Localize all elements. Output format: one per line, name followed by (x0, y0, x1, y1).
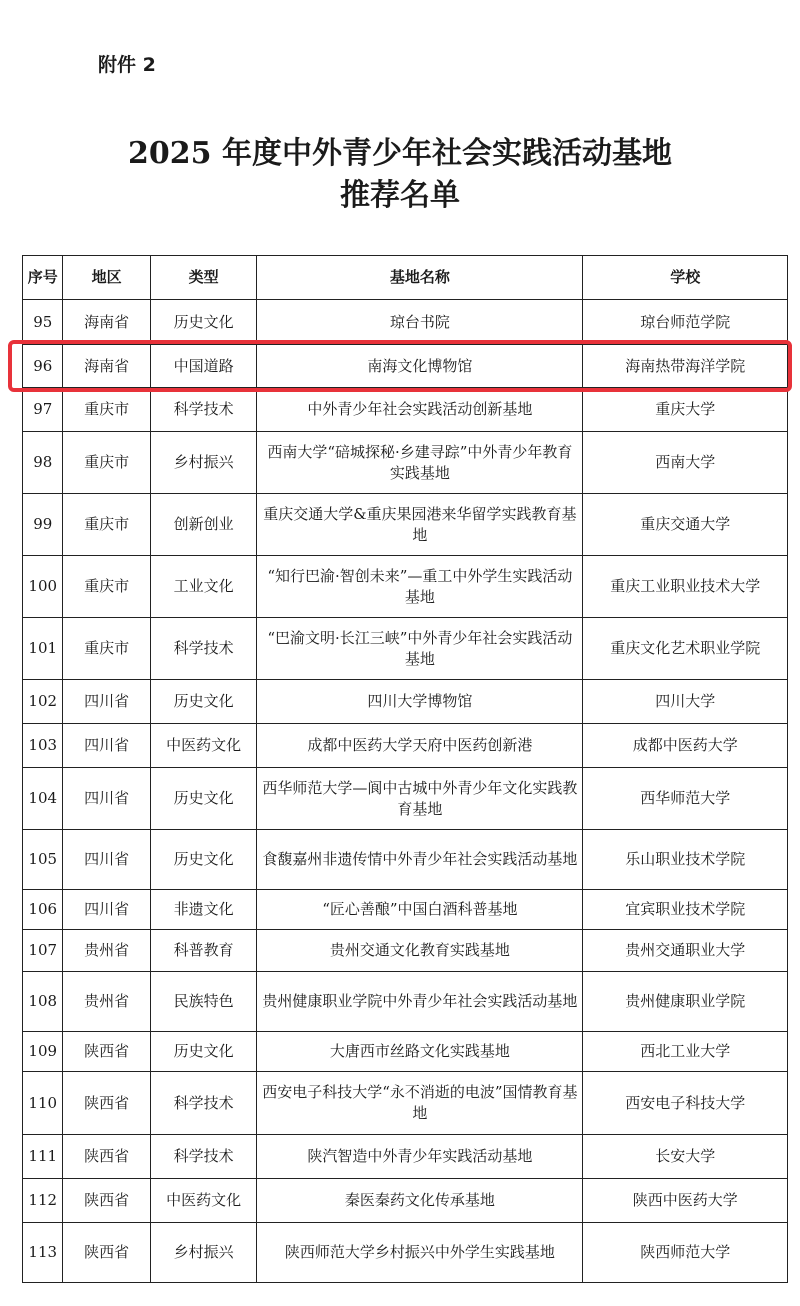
cell-school: 海南热带海洋学院 (583, 345, 788, 388)
cell-type: 民族特色 (150, 972, 257, 1032)
cell-school: 宜宾职业技术学院 (583, 890, 788, 930)
cell-no: 99 (23, 494, 63, 556)
table-row (23, 830, 788, 890)
cell-region: 贵州省 (63, 972, 150, 1032)
cell-region: 重庆市 (63, 388, 150, 432)
table-body (23, 300, 788, 1283)
cell-region: 四川省 (63, 890, 150, 930)
cell-type: 科学技术 (150, 388, 257, 432)
cell-region: 四川省 (63, 724, 150, 768)
table-row (23, 1072, 788, 1135)
table-row (23, 768, 788, 830)
cell-region: 陕西省 (63, 1135, 150, 1179)
cell-name: “巴渝文明·长江三峡”中外青少年社会实践活动基地 (257, 618, 583, 680)
cell-type: 乡村振兴 (150, 1223, 257, 1283)
cell-school: 西南大学 (583, 432, 788, 494)
cell-name: 贵州交通文化教育实践基地 (257, 930, 583, 972)
cell-region: 海南省 (63, 300, 150, 345)
cell-type: 历史文化 (150, 1032, 257, 1072)
cell-region: 四川省 (63, 768, 150, 830)
cell-school: 乐山职业技术学院 (583, 830, 788, 890)
cell-no: 96 (23, 345, 63, 388)
cell-name: 中外青少年社会实践活动创新基地 (257, 388, 583, 432)
cell-name: 大唐西市丝路文化实践基地 (257, 1032, 583, 1072)
table-row (23, 300, 788, 345)
cell-no: 101 (23, 618, 63, 680)
cell-type: 非遗文化 (150, 890, 257, 930)
cell-name: 陕汽智造中外青少年实践活动基地 (257, 1135, 583, 1179)
table-row (23, 618, 788, 680)
cell-no: 106 (23, 890, 63, 930)
recommendation-table (22, 255, 788, 1283)
cell-region: 海南省 (63, 345, 150, 388)
table-row (23, 345, 788, 388)
attachment-label: 附件 2 (98, 54, 156, 76)
cell-no: 95 (23, 300, 63, 345)
cell-name: 西南大学“碚城探秘·乡建寻踪”中外青少年教育实践基地 (257, 432, 583, 494)
cell-type: 科普教育 (150, 930, 257, 972)
cell-name: 西华师范大学—阆中古城中外青少年文化实践教育基地 (257, 768, 583, 830)
cell-region: 陕西省 (63, 1072, 150, 1135)
cell-no: 102 (23, 680, 63, 724)
cell-no: 108 (23, 972, 63, 1032)
cell-school: 重庆工业职业技术大学 (583, 556, 788, 618)
table-row (23, 1135, 788, 1179)
cell-type: 科学技术 (150, 1072, 257, 1135)
cell-name: 贵州健康职业学院中外青少年社会实践活动基地 (257, 972, 583, 1032)
cell-no: 97 (23, 388, 63, 432)
table-row (23, 890, 788, 930)
cell-no: 109 (23, 1032, 63, 1072)
table-row (23, 1179, 788, 1223)
table-row (23, 1223, 788, 1283)
cell-type: 中国道路 (150, 345, 257, 388)
cell-region: 四川省 (63, 680, 150, 724)
cell-no: 107 (23, 930, 63, 972)
cell-type: 创新创业 (150, 494, 257, 556)
cell-region: 重庆市 (63, 556, 150, 618)
cell-school: 重庆大学 (583, 388, 788, 432)
cell-name: 四川大学博物馆 (257, 680, 583, 724)
cell-no: 110 (23, 1072, 63, 1135)
cell-name: 食馥嘉州非遗传情中外青少年社会实践活动基地 (257, 830, 583, 890)
cell-type: 工业文化 (150, 556, 257, 618)
cell-no: 105 (23, 830, 63, 890)
cell-no: 111 (23, 1135, 63, 1179)
cell-type: 科学技术 (150, 618, 257, 680)
cell-school: 长安大学 (583, 1135, 788, 1179)
cell-type: 中医药文化 (150, 724, 257, 768)
cell-region: 陕西省 (63, 1179, 150, 1223)
cell-type: 科学技术 (150, 1135, 257, 1179)
cell-name: 成都中医药大学天府中医药创新港 (257, 724, 583, 768)
table-row (23, 556, 788, 618)
cell-name: 南海文化博物馆 (257, 345, 583, 388)
cell-school: 贵州健康职业学院 (583, 972, 788, 1032)
table-row (23, 680, 788, 724)
table-row (23, 432, 788, 494)
cell-region: 陕西省 (63, 1223, 150, 1283)
cell-school: 西安电子科技大学 (583, 1072, 788, 1135)
cell-no: 112 (23, 1179, 63, 1223)
cell-name: 琼台书院 (257, 300, 583, 345)
cell-type: 中医药文化 (150, 1179, 257, 1223)
cell-region: 重庆市 (63, 494, 150, 556)
cell-type: 历史文化 (150, 680, 257, 724)
table-header-row (23, 256, 788, 300)
table-row (23, 494, 788, 556)
cell-school: 西北工业大学 (583, 1032, 788, 1072)
cell-school: 成都中医药大学 (583, 724, 788, 768)
cell-type: 乡村振兴 (150, 432, 257, 494)
cell-no: 98 (23, 432, 63, 494)
table-row (23, 1032, 788, 1072)
cell-region: 重庆市 (63, 432, 150, 494)
cell-name: 秦医秦药文化传承基地 (257, 1179, 583, 1223)
cell-school: 琼台师范学院 (583, 300, 788, 345)
header-school: 学校 (583, 256, 788, 300)
cell-name: “知行巴渝·智创未来”—重工中外学生实践活动基地 (257, 556, 583, 618)
cell-school: 陕西师范大学 (583, 1223, 788, 1283)
document-subtitle: 推荐名单 (340, 178, 460, 213)
table-row (23, 388, 788, 432)
cell-school: 陕西中医药大学 (583, 1179, 788, 1223)
table-row (23, 930, 788, 972)
header-name: 基地名称 (257, 256, 583, 300)
cell-no: 100 (23, 556, 63, 618)
cell-no: 113 (23, 1223, 63, 1283)
header-region: 地区 (63, 256, 150, 300)
cell-no: 103 (23, 724, 63, 768)
cell-type: 历史文化 (150, 300, 257, 345)
table-row (23, 724, 788, 768)
cell-region: 贵州省 (63, 930, 150, 972)
cell-name: “匠心善酿”中国白酒科普基地 (257, 890, 583, 930)
table-row (23, 972, 788, 1032)
cell-name: 重庆交通大学&重庆果园港来华留学实践教育基地 (257, 494, 583, 556)
cell-region: 重庆市 (63, 618, 150, 680)
cell-region: 陕西省 (63, 1032, 150, 1072)
cell-school: 重庆交通大学 (583, 494, 788, 556)
cell-school: 四川大学 (583, 680, 788, 724)
header-type: 类型 (150, 256, 257, 300)
cell-name: 西安电子科技大学“永不消逝的电波”国情教育基地 (257, 1072, 583, 1135)
header-no: 序号 (23, 256, 63, 300)
cell-school: 重庆文化艺术职业学院 (583, 618, 788, 680)
cell-name: 陕西师范大学乡村振兴中外学生实践基地 (257, 1223, 583, 1283)
cell-type: 历史文化 (150, 768, 257, 830)
cell-type: 历史文化 (150, 830, 257, 890)
cell-no: 104 (23, 768, 63, 830)
cell-school: 西华师范大学 (583, 768, 788, 830)
cell-region: 四川省 (63, 830, 150, 890)
document-title: 2025 年度中外青少年社会实践活动基地 (128, 136, 672, 171)
cell-school: 贵州交通职业大学 (583, 930, 788, 972)
